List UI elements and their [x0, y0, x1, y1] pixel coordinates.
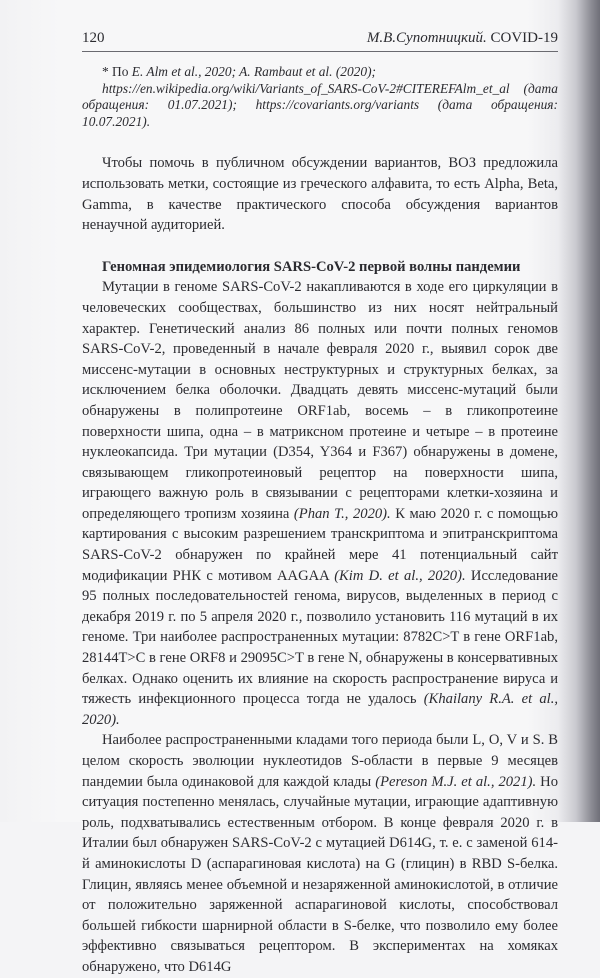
header-divider: [82, 51, 558, 52]
section-heading: Геномная эпидемиология SARS-CoV-2 первой волны пандемии: [102, 258, 521, 275]
footnote: [82, 64, 558, 130]
page-header: [82, 30, 558, 52]
footnote-links: https://en.wikipedia.org/wiki/Variants_of_SARS-CoV-2#CITEREFAlm_et_al (дата обращения: 01.07.2021); https://covariants.org/variants (дата обращения: 10.07.2021).: [82, 80, 558, 129]
footnote-refs: E. Alm et al., 2020; A. Rambaut et al. (2020);: [131, 64, 376, 79]
page-body: [82, 64, 558, 978]
citation: (Kim D. et al., 2020).: [334, 567, 466, 584]
paragraph-mutations: Мутации в геноме SARS-CoV-2 накапливаются в ходе его циркуляции в человеческих сообществах, большинство из них носят нейтральный характер. Генетический анализ 86 полных или почти полных геномов SARS-CoV-2, проведенный в начале февраля 2020 г., выявил сорок две миссенс-мутации в основных неструктурных и структурных белках, за исключением белка оболочки. Двадцать девять миссенс-мутаций были обнаружены в полипротеине ORF1ab, восемь – в гликопротеине поверхности шипа, одна – в матриксном протеине и четыре – в протеине нуклеокапсида. Три мутации (D354, Y364 и F367) обнаружены в домене, связывающем гликопротеиновый рецептор на поверхности шипа, играющего важную роль в связывании с рецепторами клетки-хозяина и определяющего тропизм хозяина (Phan T., 2020). К маю 2020 г. с помощью картирования с высоким разрешением транскриптома и эпитранскриптома SARS-CoV-2 обнаружен по крайней мере 41 потенциальный сайт модификации РНК с мотивом AAGAA (Kim D. et al., 2020). Исследование 95 полных последовательностей генома, вирусов, выделенных в период с декабря 2019 г. по 5 апреля 2020 г., позволило установить 116 мутаций в их геноме. Три наиболее распространенных мутации: 8782C>T в гене ORF1ab, 28144T>C в гене ORF8 и 29095C>T в гене N, обнаружены в консервативных белках. Однако оценить их влияние на скорость распространение вируса и тяжесть инфекционного процесса тогда не удалось (Khailany R.A. et al., 2020).: [82, 279, 558, 728]
running-title-author: М.В.Супотницкий.: [366, 30, 487, 46]
paragraph-who-labels: Чтобы помочь в публичном обсуждении вариантов, ВОЗ предложила использовать метки, состоящие из греческого алфавита, то есть Alpha, Beta, Gamma, в качестве практического способа обсуждения вариантов ненаучной аудиторией.: [82, 155, 558, 234]
paragraph-clades: Наиболее распространенными кладами того периода были L, O, V и S. В целом скорость эволюции нуклеотидов S-области в первые 9 месяцев пандемии была одинаковой для каждой клады (Pereson M.J. et al., 2021). Но ситуация постепенно менялась, случайные мутации, играющие адаптивную роль, подхватывались естественным отбором. В конце февраля 2020 г. в Италии был обнаружен SARS-CoV-2 с мутацией D614G, т. е. с заменой 614-й аминокислоты D (аспарагиновая кислота) на G (глицин) в RBD S-белка. Глицин, являясь менее объемной и незаряженной аминокислотой, в отличие от положительно заряженной аспарагиновой кислоты, способствовал большей гибкости шарнирной области в S-белке, что позволило ему более эффективно связываться рецептором. В экспериментах на хомяках обнаружено, что D614G: [82, 732, 559, 975]
footnote-line-1: * По E. Alm et al., 2020; A. Rambaut et al. (2020);: [102, 64, 376, 79]
running-title: [367, 30, 558, 47]
citation: (Khailany R.A. et al., 2020).: [82, 691, 558, 728]
citation: (Phan T., 2020).: [293, 505, 391, 522]
citation: (Pereson M.J. et al., 2021).: [375, 773, 537, 790]
page-number: 120: [82, 30, 105, 46]
running-title-book: COVID-19: [486, 30, 558, 46]
